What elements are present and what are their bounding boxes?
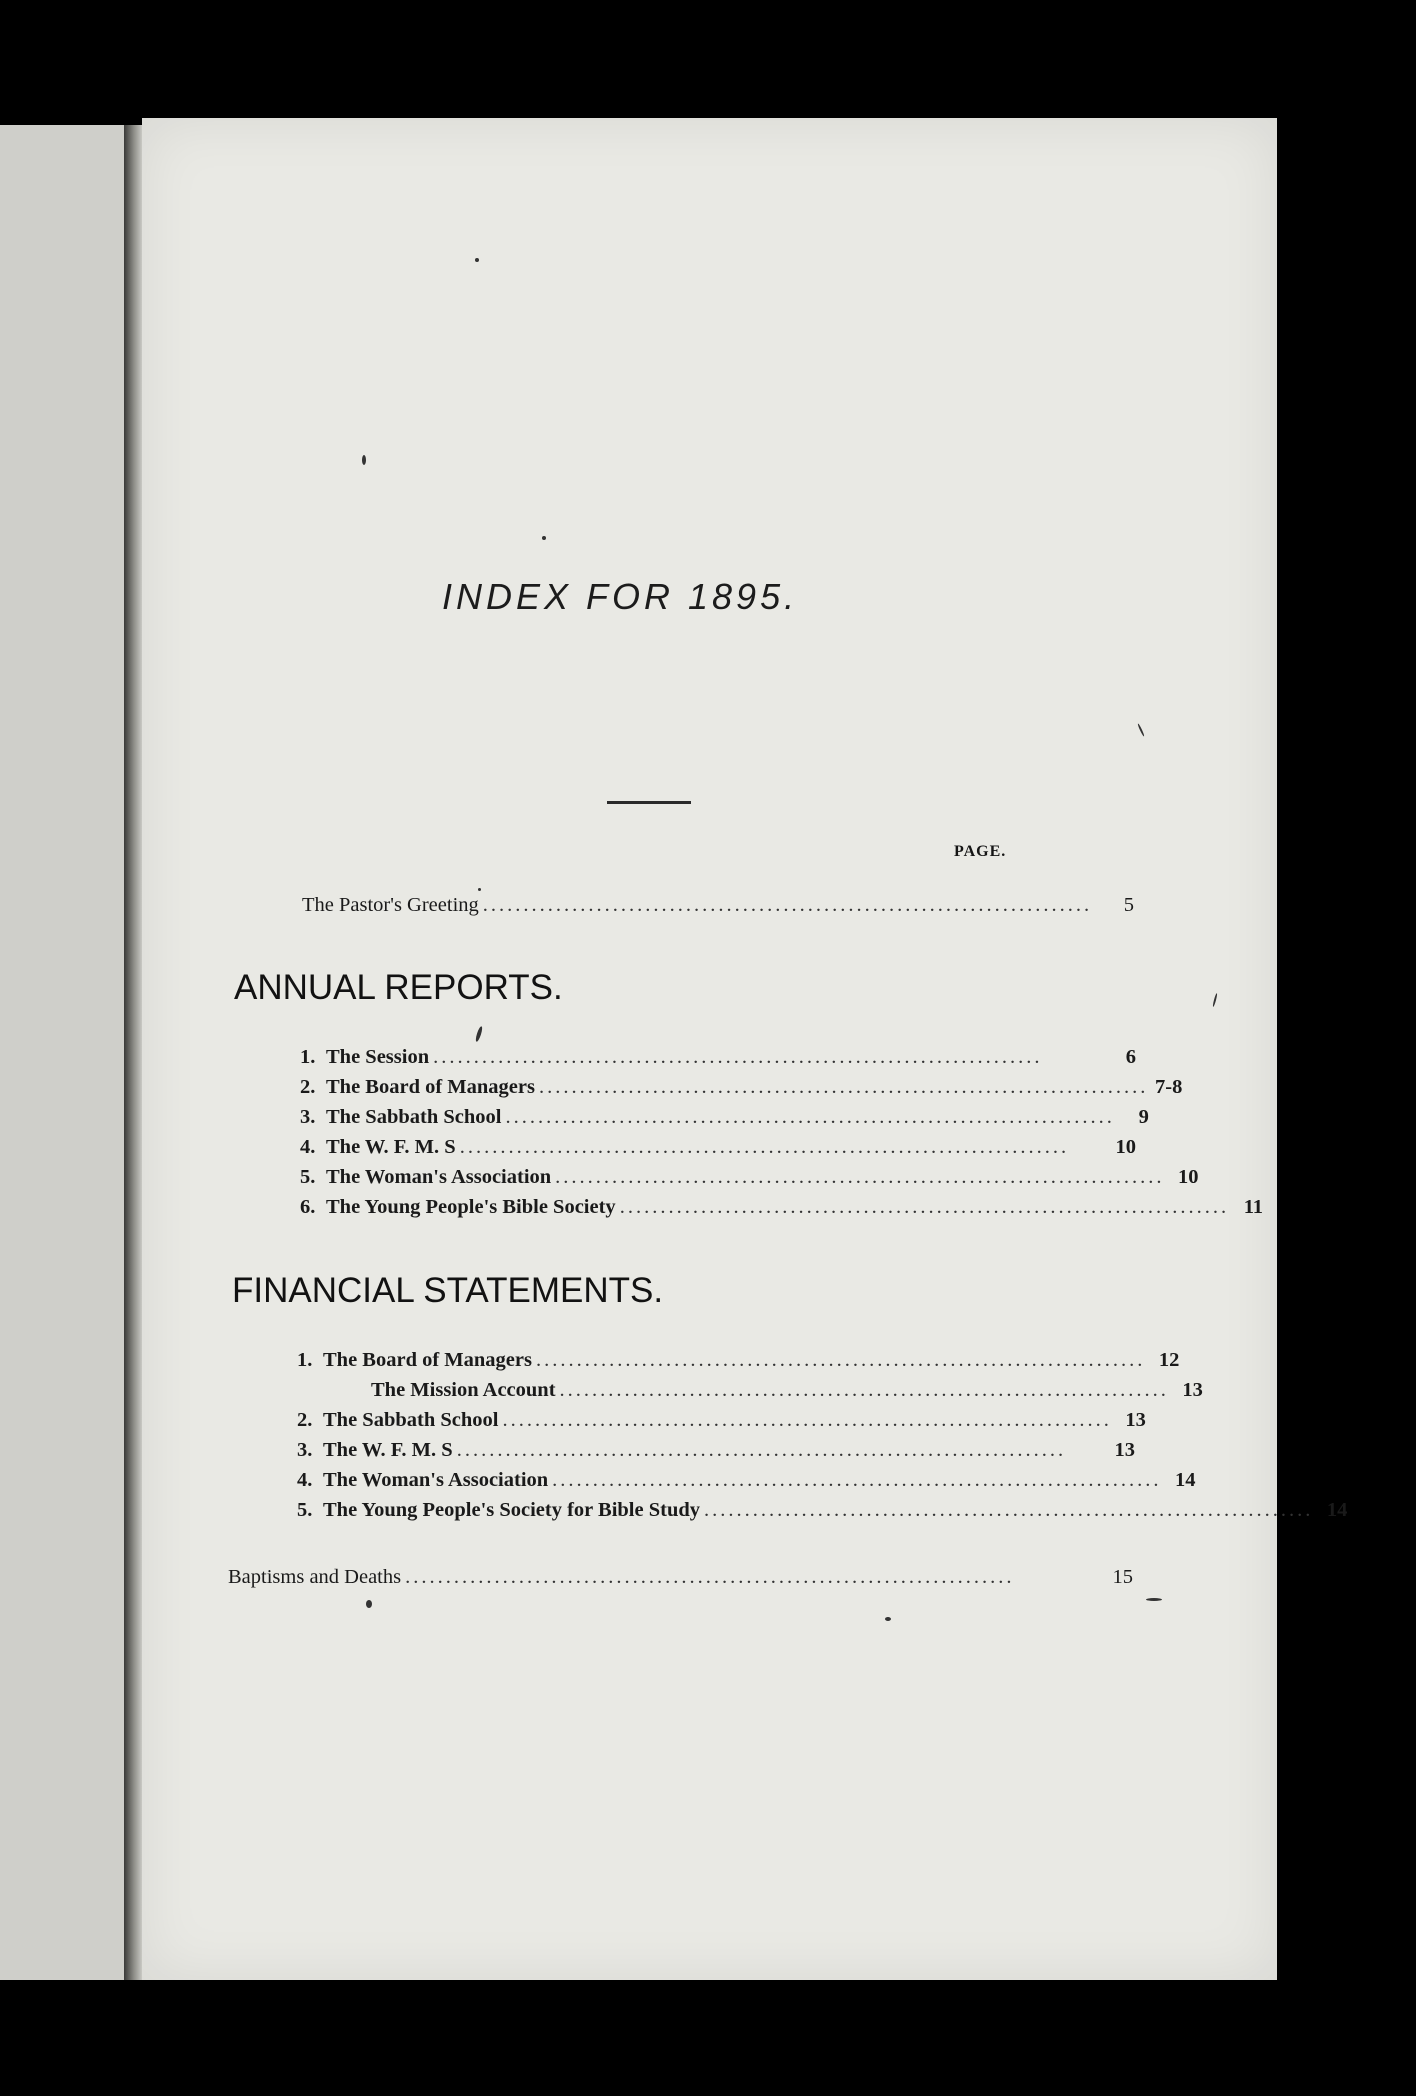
entry-page: 13	[1125, 1409, 1146, 1431]
ink-speck	[475, 258, 479, 262]
toc-entry	[300, 1136, 1136, 1159]
entry-page: 12	[1158, 1349, 1180, 1371]
section-heading-financial-statements: FINANCIAL STATEMENTS.	[232, 1271, 664, 1310]
entry-page: 10	[1178, 1166, 1199, 1188]
toc-entry-pastor-greeting	[302, 894, 1134, 917]
toc-entry	[297, 1409, 1146, 1432]
entry-label: The Board of Managers	[326, 1076, 535, 1098]
dot-leader: ...........................................................................	[704, 1499, 1314, 1521]
entry-page: 7-8	[1155, 1076, 1183, 1098]
ink-speck	[366, 1600, 372, 1608]
dot-leader: ...........................................................................	[538, 1076, 1149, 1098]
entry-label: The Young People's Society for Bible Study	[323, 1499, 701, 1521]
page-column-heading: PAGE.	[954, 843, 1007, 860]
entry-label: The Woman's Association	[323, 1469, 549, 1491]
ink-speck	[885, 1617, 891, 1621]
ink-speck	[1146, 1598, 1162, 1601]
entry-number: 4.	[297, 1469, 313, 1491]
entry-page: 14	[1326, 1499, 1348, 1521]
ink-speck	[542, 536, 546, 540]
entry-number: 6.	[300, 1196, 316, 1218]
dot-leader: ...........................................................................	[433, 1046, 1043, 1068]
entry-label: The Sabbath School	[323, 1409, 499, 1431]
index-page	[142, 118, 1348, 1980]
entry-label: The Woman's Association	[326, 1166, 552, 1188]
toc-entry	[300, 1166, 1199, 1189]
entry-page: 11	[1243, 1196, 1264, 1218]
entry-page: 5	[1123, 894, 1134, 916]
toc-entry	[300, 1046, 1136, 1069]
toc-entry	[300, 1076, 1183, 1099]
entry-label: The W. F. M. S	[323, 1439, 453, 1461]
dot-leader: ...........................................................................	[482, 894, 1093, 916]
ink-speck	[1137, 723, 1145, 737]
toc-entry-baptisms-deaths	[228, 1566, 1133, 1589]
entry-page: 15	[1112, 1566, 1133, 1588]
entry-label: The Mission Account	[371, 1379, 556, 1401]
title-rule	[607, 801, 691, 804]
toc-entry	[297, 1499, 1348, 1522]
entry-label: The Session	[326, 1046, 430, 1068]
dot-leader: ...........................................................................	[559, 1379, 1169, 1401]
entry-label: The Sabbath School	[326, 1106, 502, 1128]
dot-leader: ...........................................................................	[535, 1349, 1146, 1371]
toc-entry	[371, 1379, 1203, 1402]
page-title: INDEX FOR 1895.	[442, 576, 799, 617]
facing-page-edge	[0, 125, 128, 1980]
ink-speck	[362, 455, 366, 465]
toc-entry	[297, 1349, 1180, 1372]
toc-entry	[297, 1469, 1196, 1492]
dot-leader: ...........................................................................	[505, 1106, 1115, 1128]
entry-label: The Board of Managers	[323, 1349, 532, 1371]
entry-page: 14	[1175, 1469, 1196, 1491]
entry-number: 5.	[297, 1499, 313, 1521]
ink-speck	[478, 888, 481, 891]
dot-leader: ...........................................................................	[552, 1469, 1162, 1491]
dot-leader: ...........................................................................	[456, 1439, 1067, 1461]
entry-number: 2.	[297, 1409, 313, 1431]
toc-entry	[300, 1196, 1264, 1219]
entry-number: 3.	[300, 1106, 316, 1128]
entry-number: 3.	[297, 1439, 313, 1461]
book-binding-shadow	[124, 125, 142, 1980]
entry-label: Baptisms and Deaths	[228, 1566, 402, 1588]
ink-speck	[1212, 993, 1218, 1007]
entry-number: 4.	[300, 1136, 316, 1158]
entry-label: The Young People's Bible Society	[326, 1196, 616, 1218]
section-heading-annual-reports: ANNUAL REPORTS.	[234, 968, 563, 1007]
entry-number: 2.	[300, 1076, 316, 1098]
entry-page: 9	[1138, 1106, 1149, 1128]
ink-speck	[475, 1026, 484, 1042]
entry-page: 10	[1115, 1136, 1136, 1158]
entry-label: The Pastor's Greeting	[302, 894, 479, 916]
entry-number: 1.	[300, 1046, 316, 1068]
dot-leader: ...........................................................................	[619, 1196, 1230, 1218]
entry-page: 13	[1114, 1439, 1135, 1461]
entry-page: 13	[1182, 1379, 1203, 1401]
toc-entry	[300, 1106, 1149, 1129]
toc-entry	[297, 1439, 1135, 1462]
dot-leader: ...........................................................................	[555, 1166, 1165, 1188]
entry-number: 5.	[300, 1166, 316, 1188]
entry-label: The W. F. M. S	[326, 1136, 456, 1158]
entry-number: 1.	[297, 1349, 313, 1371]
dot-leader: ...........................................................................	[459, 1136, 1070, 1158]
dot-leader: ...........................................................................	[405, 1566, 1015, 1588]
dot-leader: ...........................................................................	[502, 1409, 1112, 1431]
entry-page: 6	[1125, 1046, 1136, 1068]
